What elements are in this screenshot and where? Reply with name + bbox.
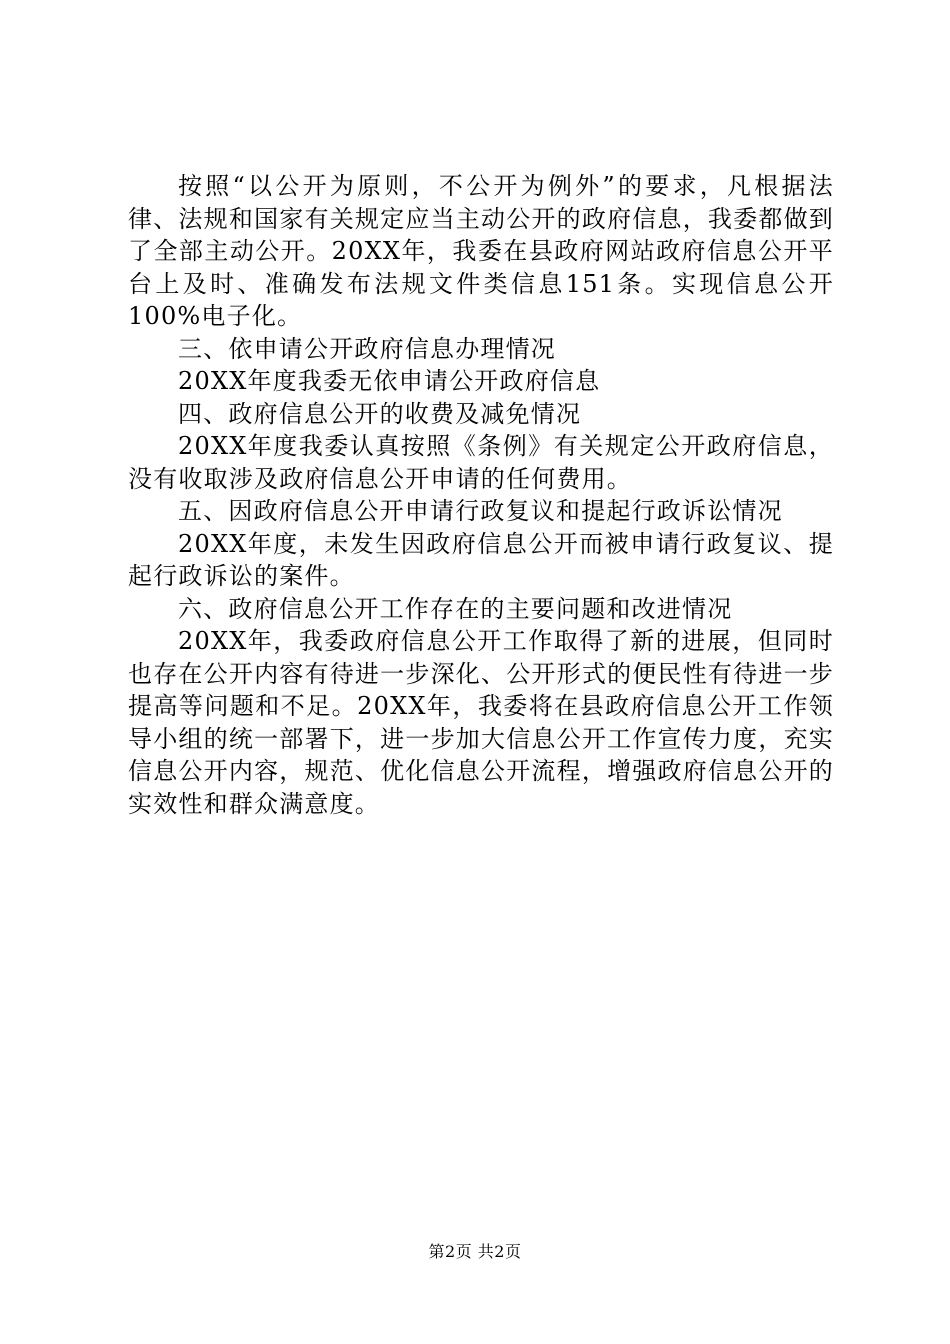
- document-body: [128, 170, 834, 820]
- heading-section-five: 五、因政府信息公开申请行政复议和提起行政诉讼情况: [178, 497, 783, 525]
- heading-section-six: 六、政府信息公开工作存在的主要问题和改进情况: [178, 594, 733, 623]
- paragraph-section-six: 20XX年，我委政府信息公开工作取得了新的进展，但同时也存在公开内容有待进一步深化、公开形式的便民性有待进一步提高等问题和不足。20XX年，我委将在县政府信息公开工作领导小组的统一部署下，进一步加大信息公开工作宣传力度，充实信息公开内容，规范、优化信息公开流程，增强政府信息公开的实效性和群众满意度。: [128, 627, 834, 818]
- paragraph-disclosure-principle: 按照“以公开为原则，不公开为例外”的要求，凡根据法律、法规和国家有关规定应当主动公开的政府信息，我委都做到了全部主动公开。20XX年，我委在县政府网站政府信息公开平台上及时、准确发布法规文件类信息151条。实现信息公开100%电子化。: [128, 172, 834, 330]
- heading-section-three: 三、依申请公开政府信息办理情况: [178, 334, 556, 363]
- paragraph-section-five: 20XX年度，未发生因政府信息公开而被申请行政复议、提起行政诉讼的案件。: [128, 529, 834, 590]
- paragraph-section-three: 20XX年度我委无依申请公开政府信息: [178, 367, 601, 395]
- paragraph-section-four: 20XX年度我委认真按照《条例》有关规定公开政府信息，没有收取涉及政府信息公开申请的任何费用。: [128, 432, 834, 493]
- page-number-footer: 第2页 共2页: [428, 1242, 522, 1261]
- heading-section-four: 四、政府信息公开的收费及减免情况: [178, 399, 582, 428]
